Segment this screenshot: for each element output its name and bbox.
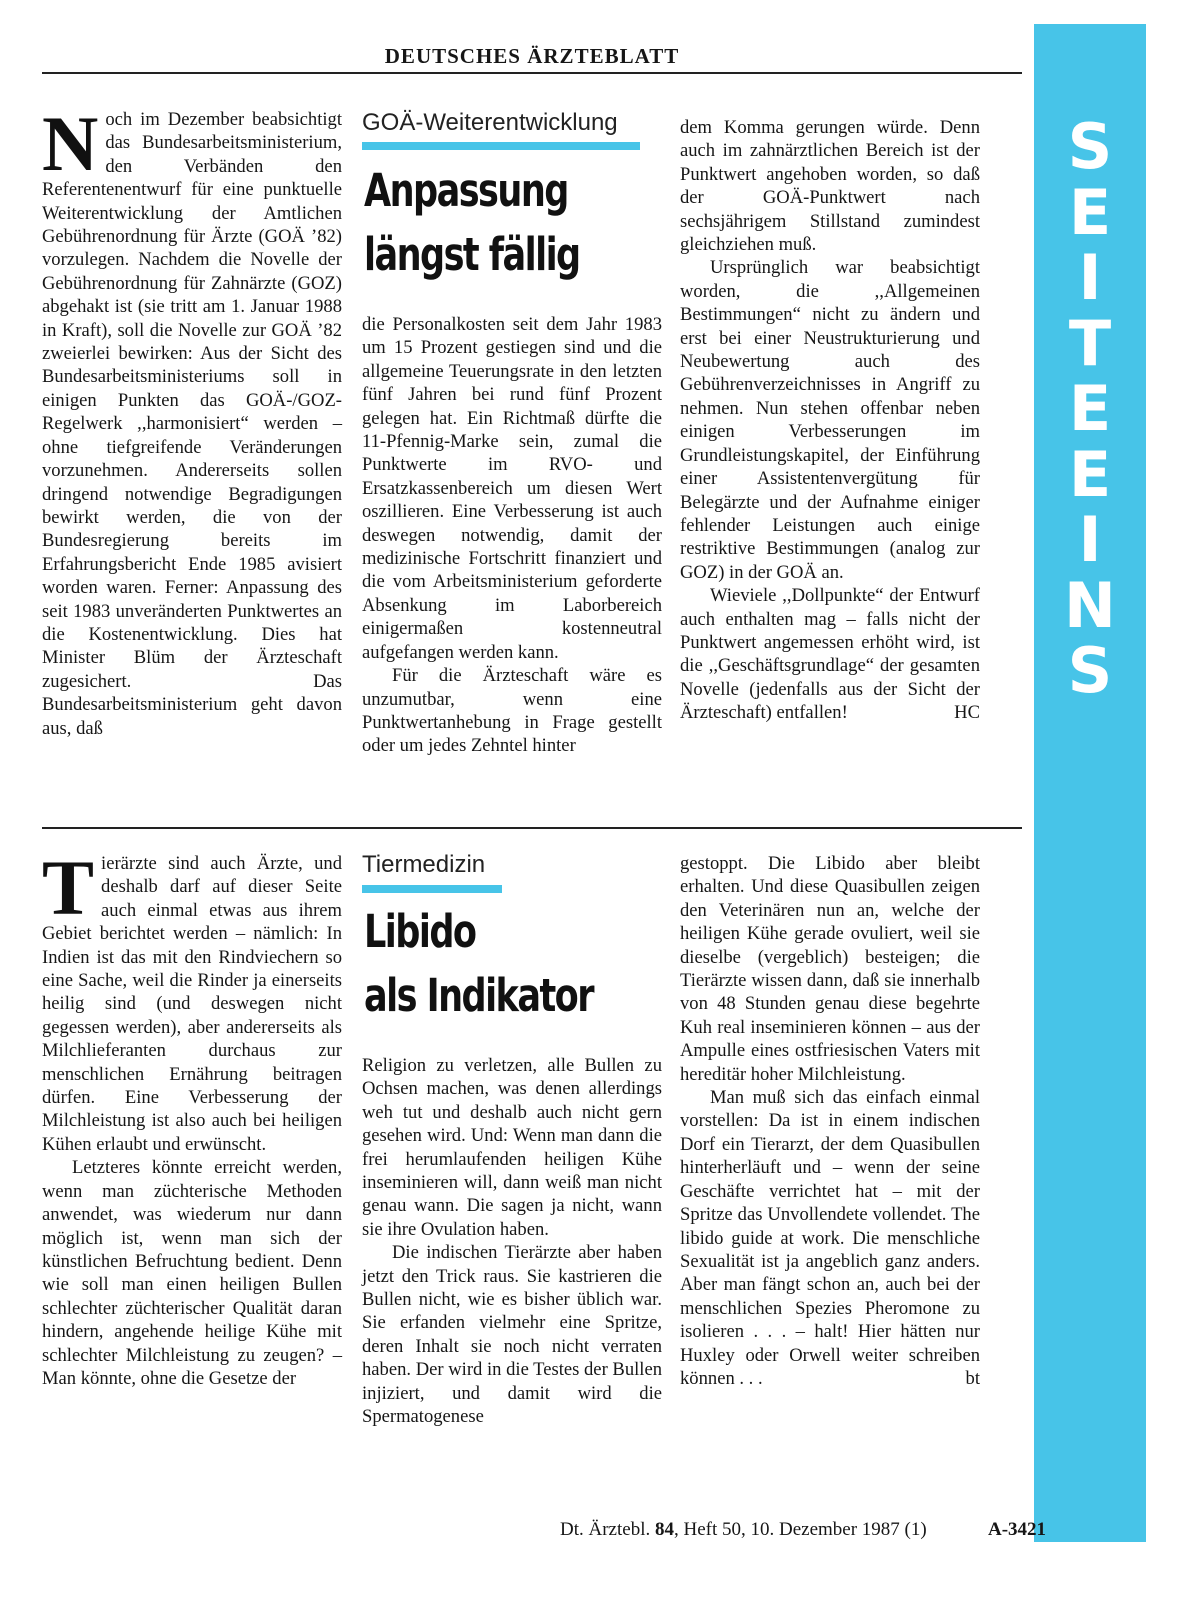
article2-kicker: Tiermedizin — [362, 851, 486, 878]
article1-paragraph: dem Komma gerungen würde. Denn auch im zahnärztlichen Bereich ist der Punktwert angehoben worden, so daß der GOÄ-Punktwert nach sechsjährigem Stillstand zumindest gleichziehen muß. — [680, 117, 980, 256]
article2-paragraph: gestoppt. Die Libido aber bleibt erhalten. Und diese Quasibullen zeigen den Veterinären nun an, welche der heiligen Kühe gerade ovuliert, weil sie dieselbe (vergeblich) besteigen; die Tierärzte wissen dann, daß sie innerhalb von 48 Stunden genau diese begehrte Kuh real inseminieren können – aus der Ampulle eines ostfriesischen Vaters mit hereditär hoher Milchleistung. — [680, 853, 980, 1085]
article1-col1 — [42, 100, 342, 740]
article2-paragraph: Letzteres könnte erreicht werden, wenn man züchterische Methoden anwendet, was wiederum nur dann möglich ist, wenn man sich der künstlichen Befruchtung bedient. Denn wie soll man einen heiligen Bullen schlechter züchterischer Qualität daran hindern, angehende heilige Kühe mit schlechter Milchleistung zu zeugen? – Man könnte, ohne die Gesetze der — [42, 1157, 342, 1389]
sidebar-word — [1034, 110, 1146, 707]
article2-col2 — [362, 1054, 662, 1429]
article1-paragraph: Ursprünglich war beabsichtigt worden, die ,,Allgemeinen Bestimmungen“ nicht zu ändern und erst bei einer Neustrukturierung und Neubewertung auch des Gebührenverzeichnisses in Angriff zu nehmen. Nun stehen offenbar neben einigen Verbesserungen im Grundleistungskapitel, der Einführung einer Assistentenvergütung für Belegärzte und der Aufnahme einiger fehlender Leistungen auch einige restriktive Bestimmungen (analog zur GOZ) in der GOÄ an. — [680, 257, 980, 583]
article2-paragraph — [42, 844, 342, 1156]
sidebar-letter: I — [1078, 503, 1102, 576]
masthead: DEUTSCHES ÄRZTEBLATT — [384, 44, 680, 68]
article2-paragraph: Die indischen Tierärzte aber haben jetzt den Trick raus. Sie kastrieren die Bullen nicht, wie es bisher üblich war. Sie erfanden vielmehr eine Spritze, deren Inhalt sie noch nicht verraten haben. Der wird in die Testes der Bullen injiziert, und damit wird die Spermatogenese — [362, 1242, 662, 1428]
article1-kicker-bar — [362, 142, 640, 150]
article2-col1 — [42, 844, 342, 1390]
sidebar-letter: E — [1068, 372, 1112, 445]
article1-signature: HC — [954, 702, 980, 724]
article1-paragraph — [42, 100, 342, 740]
footer-citation — [560, 1519, 927, 1541]
sidebar-letter: E — [1068, 175, 1112, 249]
sidebar-letter: S — [1067, 110, 1113, 183]
article2-paragraph: Religion zu verletzen, alle Bullen zu Ochsen machen, was denen allerdings weh tut und deshalb auch nicht gern gesehen wird. Und: Wenn man dann die frei herumlaufenden heiligen Kühe inseminieren will, dann weiß man nicht genau wann. Die sagen ja nicht, wann sie ihre Ovulation haben. — [362, 1055, 662, 1240]
page-number: A-3421 — [988, 1519, 1047, 1540]
article1-text: Wieviele ,,Dollpunkte“ der Entwurf auch enthalten mag – falls nicht der Punktwert angemessen erhöht wird, ist die ,,Geschäftsgrundlage“ der gesamten Novelle (jedenfalls aus der Sicht der Ärzteschaft) entfallen! — [680, 585, 980, 724]
article2-paragraph — [680, 1086, 980, 1390]
article2-col3 — [680, 852, 980, 1390]
article2-kicker-bar — [362, 885, 502, 893]
article2-dropcap: T — [42, 844, 95, 931]
sidebar-letter: S — [1067, 634, 1113, 707]
sidebar-banner — [1034, 24, 1146, 1542]
sidebar-letter: E — [1068, 437, 1112, 511]
footer-issue: , Heft 50, 10. Dezember 1987 (1) — [673, 1519, 927, 1540]
sidebar-letter: T — [1068, 306, 1112, 380]
sidebar-letter: I — [1078, 241, 1102, 314]
article2-text: Man muß sich das einfach einmal vorstellen: Da ist in einem indischen Dorf ein Tierarzt, der dem Quasibullen hinterherläuft und – wenn der seine Geschäfte verrichtet hat – mit der Spritze das Unvollendete vollendet. The libido guide at work. Die menschliche Sexualität ist ja angeblich ganz anders. Aber man fängt schon an, auch bei der menschlichen Spezies Pheromone zu isolieren . . . – halt! Hier hätten nur Huxley oder Orwell weiter schreiben können . . . — [680, 1087, 980, 1389]
article2-text: ierärzte sind auch Ärzte, und deshalb darf auf dieser Seite auch einmal etwas aus ihrem Gebiet berichtet werden – nämlich: In Indien ist das mit den Rindviechern so eine Sache, weil die Rinder ja einerseits heilig sind (und deswegen nicht gegessen werden), aber andererseits als Milchlieferanten durchaus zur menschlichen Ernährung beitragen dürfen. Eine Verbesserung der Milchleistung ist also auch bei heiligen Kühen erlaubt und erwünscht. — [42, 853, 342, 1155]
article1-dropcap: N — [42, 100, 99, 187]
article1-paragraph: die Personalkosten seit dem Jahr 1983 um 15 Prozent gestiegen sind und die allgemeine Teuerungsrate in den letzten fünf Jahren bei rund fünf Prozent gelegen hat. Ein Richtmaß dürfte die 11-Pfennig-Marke sein, zumal die Punktwerte im RVO- und Ersatzkassenbereich um diesen Wert oszillieren. Eine Verbesserung ist auch deswegen notwendig, damit der medizinische Fortschritt finanziert und die vom Arbeitsministerium geforderte Absenkung im Laborbereich einigermaßen kostenneutral aufgefangen werden kann. — [362, 314, 662, 663]
article1-headline-line1: Anpassung — [364, 164, 568, 217]
masthead-rule — [42, 72, 1022, 74]
article1-kicker: GOÄ-Weiterentwicklung — [362, 109, 618, 136]
sidebar-letter: N — [1064, 568, 1116, 642]
article2-headline-line1: Libido — [364, 905, 476, 958]
article2-signature: bt — [965, 1367, 980, 1389]
article1-col2 — [362, 313, 662, 758]
section-divider — [42, 827, 1022, 829]
article1-col3 — [680, 116, 980, 725]
article2-headline-line2: als Indikator — [364, 969, 593, 1022]
article1-paragraph — [680, 584, 980, 724]
footer-volume: 84 — [654, 1519, 674, 1540]
article1-headline-line2: längst fällig — [364, 228, 580, 281]
article1-text: och im Dezember beabsichtigt das Bundesarbeitsministerium, den Verbänden den Referentenentwurf für eine punktuelle Weiterentwicklung der Amtlichen Gebührenordnung für Ärzte (GOÄ ’82) vorzulegen. Nachdem die Novelle der Gebührenordnung für Zahnärzte (GOZ) abgehakt ist (sie tritt am 1. Januar 1988 in Kraft), soll die Novelle zur GOÄ ’82 zweierlei bewirken: Aus der Sicht des Bundesarbeitsministeriums soll in einigen Punkten das GOÄ-/GOZ-Regelwerk ,,harmonisiert“ werden – ohne tiefgreifende Veränderungen vorzunehmen. Andererseits sollen dringend notwendige Begradigungen bewirkt werden, die von der Bundesregierung bereits im Erfahrungsbericht Ende 1985 avisiert worden waren. Ferner: Anpassung des seit 1983 unveränderten Punktwertes an die Kostenentwicklung. Dies hat Minister Blüm der Ärzteschaft zugesichert. Das Bundesarbeitsministerium geht davon aus, daß — [42, 109, 342, 739]
article1-paragraph: Für die Ärzteschaft wäre es unzumutbar, wenn eine Punktwertanhebung in Frage gestellt oder um jedes Zehntel hinter — [362, 665, 662, 757]
footer-journal: Dt. Ärztebl. — [560, 1519, 651, 1540]
